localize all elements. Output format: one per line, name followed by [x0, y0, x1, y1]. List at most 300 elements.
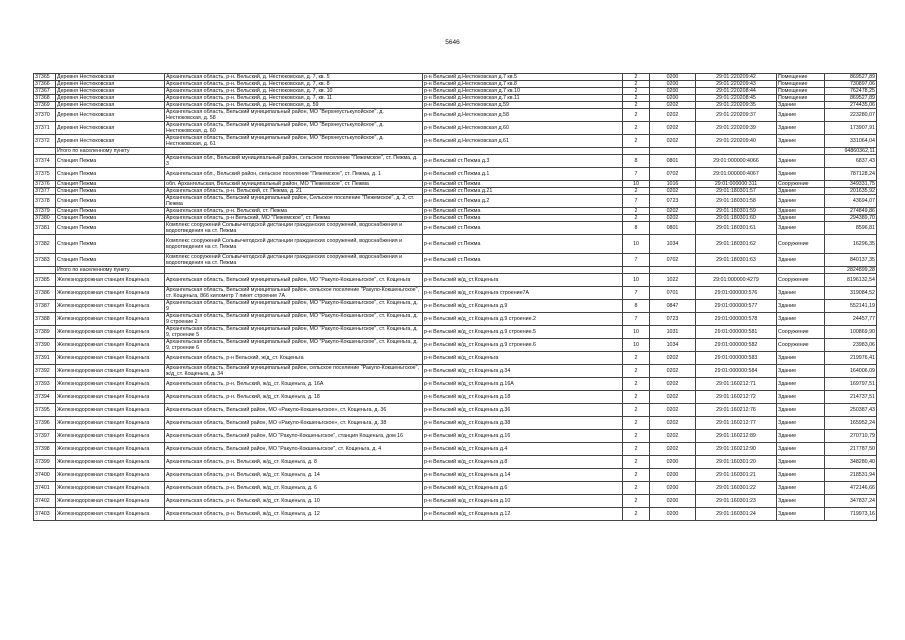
table-row: [34, 215, 877, 222]
cadastral-value-cell: 274435,06: [825, 102, 877, 109]
row-number-cell: 37369: [34, 102, 56, 109]
table-row: [34, 109, 877, 122]
row-number-cell: 37386: [34, 287, 56, 300]
short-address-cell: р-н Вельский ст.Пежма: [423, 215, 623, 222]
short-address-cell: р-н Вельский ж/д_ст.Кощеньга д.9 строение.5: [423, 326, 623, 339]
row-number-cell: 37368: [34, 95, 56, 102]
settlement-cell: Железнодорожная станция Кощеньга: [56, 287, 165, 300]
object-type-cell: Здание: [777, 195, 825, 208]
row-number-cell: 37398: [34, 443, 56, 456]
object-type-cell: Здание: [777, 102, 825, 109]
object-type-cell: Помещение: [777, 74, 825, 81]
short-address-cell: р-н Вельский ж/д_ст.Кощеньга д.8: [423, 456, 623, 469]
table-row: [34, 188, 877, 195]
short-address-cell: р-н Вельский ж/д_ст.Кощеньга д.9: [423, 300, 623, 313]
table-row: [34, 81, 877, 88]
address-cell: Архангельская область, р-н. Вельский, ж/д_ст. Кощеньга, д. 18: [165, 391, 423, 404]
empty-cell: [623, 267, 650, 274]
code-cell: 0200: [650, 74, 696, 81]
settlement-cell: Железнодорожная станция Кощеньга: [56, 352, 165, 365]
settlement-cell: Деревня Нестюковская: [56, 109, 165, 122]
settlement-cell: Станция Пежма: [56, 168, 165, 181]
row-number-cell: 37365: [34, 74, 56, 81]
cadastral-value-cell: 294389,70: [825, 215, 877, 222]
address-cell: Архангельская область, Вельский муниципальный район, МО "Верхнеустькулойское", д. Нестюковская, д. 58: [165, 109, 423, 122]
category-cell: 2: [623, 365, 650, 378]
code-cell: 0801: [650, 222, 696, 235]
object-type-cell: Сооружение: [777, 274, 825, 287]
cadastral-number-cell: 29:01:220208:44: [696, 88, 777, 95]
category-cell: 2: [623, 508, 650, 521]
row-number-cell: 37381: [34, 222, 56, 235]
row-number-cell: 37378: [34, 195, 56, 208]
table-row: [34, 326, 877, 339]
short-address-cell: р-н Вельский д.Нестюковская д.60: [423, 122, 623, 135]
short-address-cell: р-н Вельский ж/д_ст.Кощеньга д.16А: [423, 378, 623, 391]
cadastral-value-cell: 201635,92: [825, 188, 877, 195]
cadastral-number-cell: 29:01:000000:311: [696, 181, 777, 188]
category-cell: 2: [623, 102, 650, 109]
cadastral-value-cell: 218531,94: [825, 469, 877, 482]
cadastral-value-cell: 169797,51: [825, 378, 877, 391]
object-type-cell: Здание: [777, 417, 825, 430]
category-cell: 2: [623, 109, 650, 122]
row-number-cell: 37375: [34, 168, 56, 181]
settlement-cell: Станция Пежма: [56, 222, 165, 235]
code-cell: 0202: [650, 417, 696, 430]
address-cell: Архангельская область, р-н. Вельский, д. Нестюковская, д. 7, кв. 5: [165, 74, 423, 81]
table-row: [34, 102, 877, 109]
short-address-cell: р-н Вельский ж/д_ст.Кощеньга д.9 строение.2: [423, 313, 623, 326]
code-cell: 0202: [650, 135, 696, 148]
object-type-cell: Сооружение: [777, 181, 825, 188]
address-cell: Архангельская область, Вельский район, МО «Ракуло-Кокшеньгское», ст. Кощеньга, д. 38: [165, 417, 423, 430]
cadastral-number-cell: 29:01:000000:4279: [696, 274, 777, 287]
table-row: [34, 287, 877, 300]
short-address-cell: р-н Вельский ж/д_ст.Кощеньга строение7А: [423, 287, 623, 300]
cadastral-number-cell: 29:01:180301:57: [696, 188, 777, 195]
short-address-cell: р-н Вельский ж/д_ст.Кощеньга д.18: [423, 391, 623, 404]
category-cell: 7: [623, 168, 650, 181]
row-number-cell: 37388: [34, 313, 56, 326]
settlement-cell: Станция Пежма: [56, 195, 165, 208]
cadastral-value-cell: 43694,07: [825, 195, 877, 208]
short-address-cell: р-н Вельский д.Нестюковская д.7 кв.11: [423, 95, 623, 102]
table-row: [34, 222, 877, 235]
table-row: [34, 88, 877, 95]
settlement-cell: Деревня Нестюковская: [56, 95, 165, 102]
object-type-cell: Здание: [777, 495, 825, 508]
row-number-cell: 37402: [34, 495, 56, 508]
settlement-cell: Железнодорожная станция Кощеньга: [56, 274, 165, 287]
cadastral-number-cell: 29:01:000000:576: [696, 287, 777, 300]
settlement-cell: Железнодорожная станция Кощеньга: [56, 456, 165, 469]
table-row: [34, 235, 877, 254]
cadastral-number-cell: 29:01:000000:581: [696, 326, 777, 339]
object-type-cell: Помещение: [777, 88, 825, 95]
row-number-cell: 37393: [34, 378, 56, 391]
address-cell: Архангельская область, Вельский район, МО "Ракуло-Кокшеньгское", станция Кощеньга, дом 16: [165, 430, 423, 443]
address-cell: Архангельская область, р-н. Вельский, ж/д_ст. Кощеньга, д. 14: [165, 469, 423, 482]
cadastral-number-cell: 29:01:220209:43: [696, 81, 777, 88]
cadastral-number-cell: 29:01:160301:23: [696, 495, 777, 508]
settlement-cell: Деревня Нестюковская: [56, 102, 165, 109]
address-cell: Архангельская область, Вельский муниципальный район, МО "Ракуло-Кокшеньгское", ст. Кощеньга, д. 9, строение 5: [165, 326, 423, 339]
empty-cell: [423, 148, 623, 155]
address-cell: обл. Архангельская, Вельский муниципальный район, МО "Пежемское", ст. Пежма: [165, 181, 423, 188]
table-row: [34, 417, 877, 430]
category-cell: 2: [623, 188, 650, 195]
cadastral-value-cell: 347837,24: [825, 495, 877, 508]
short-address-cell: р-н Вельский ст.Пежма д.1: [423, 168, 623, 181]
address-cell: Архангельская область, р-н. Вельский, ж/д_ст. Кощеньга, д. 8: [165, 456, 423, 469]
address-cell: Архангельская область, Вельский район, МО «Ракуло-Кокшеньгское», ст. Кощеньга, д. 36: [165, 404, 423, 417]
short-address-cell: р-н Вельский ж/д_ст.Кощеньга д.10: [423, 495, 623, 508]
table-row: [34, 74, 877, 81]
category-cell: 2: [623, 208, 650, 215]
code-cell: 0202: [650, 352, 696, 365]
category-cell: 8: [623, 155, 650, 168]
cadastral-value-cell: 869527,89: [825, 74, 877, 81]
address-cell: Архангельская область, р-н. Вельский, д. Нестюковская, д. 7, кв. 10: [165, 88, 423, 95]
row-number-cell: 37383: [34, 254, 56, 267]
short-address-cell: р-н Вельский ст.Пежма д.3: [423, 155, 623, 168]
category-cell: 10: [623, 326, 650, 339]
settlement-cell: Железнодорожная станция Кощеньга: [56, 443, 165, 456]
address-cell: Архангельская обл., Вельский муниципальный район, сельское поселение "Пежемское", ст. Пежма, д. 3: [165, 155, 423, 168]
code-cell: 0723: [650, 195, 696, 208]
short-address-cell: р-н Вельский ж/д_ст.Кощеньга д.34: [423, 365, 623, 378]
object-type-cell: Здание: [777, 313, 825, 326]
cadastral-value-cell: 730897,06: [825, 81, 877, 88]
short-address-cell: р-н Вельский ж/д_ст.Кощеньга: [423, 274, 623, 287]
settlement-cell: Станция Пежма: [56, 208, 165, 215]
table-row: [34, 378, 877, 391]
category-cell: 2: [623, 495, 650, 508]
empty-cell: [777, 267, 825, 274]
table-row: [34, 168, 877, 181]
cadastral-number-cell: 29:01:220209:42: [696, 74, 777, 81]
cadastral-value-cell: 24457,77: [825, 313, 877, 326]
subtotal-value: 94860362,11: [825, 148, 877, 155]
row-number-cell: 37389: [34, 326, 56, 339]
code-cell: 0801: [650, 155, 696, 168]
code-cell: 0202: [650, 215, 696, 222]
code-cell: 0200: [650, 469, 696, 482]
table-row: [34, 391, 877, 404]
short-address-cell: р-н Вельский д.Нестюковская д.58: [423, 109, 623, 122]
short-address-cell: р-н Вельский ж/д_ст.Кощеньга д.14: [423, 469, 623, 482]
row-number-cell: 37390: [34, 339, 56, 352]
row-number-cell: 37392: [34, 365, 56, 378]
address-cell: Комплекс сооружений Сольвычегодской дистанции гражданских сооружений, водоснабжения и водоотведения на ст. Пежма: [165, 235, 423, 254]
settlement-cell: Железнодорожная станция Кощеньга: [56, 469, 165, 482]
short-address-cell: р-н Вельский д.Нестюковская д.7 кв.5: [423, 74, 623, 81]
object-type-cell: Сооружение: [777, 339, 825, 352]
settlement-cell: Железнодорожная станция Кощеньга: [56, 326, 165, 339]
row-number-cell: 37400: [34, 469, 56, 482]
object-type-cell: Здание: [777, 222, 825, 235]
category-cell: 2: [623, 122, 650, 135]
object-type-cell: Здание: [777, 122, 825, 135]
cadastral-number-cell: 29:01:180301:61: [696, 222, 777, 235]
category-cell: 2: [623, 135, 650, 148]
cadastral-value-cell: 219976,41: [825, 352, 877, 365]
cadastral-number-cell: 29:01:160301:22: [696, 482, 777, 495]
cadastral-value-cell: 331064,04: [825, 135, 877, 148]
cadastral-value-cell: 6837,43: [825, 155, 877, 168]
settlement-cell: Деревня Нестюковская: [56, 122, 165, 135]
cadastral-value-cell: 8596,81: [825, 222, 877, 235]
address-cell: Комплекс сооружений Сольвычегодской дистанции гражданских сооружений, водоснабжения и водоотведения на ст. Пежма: [165, 222, 423, 235]
cadastral-number-cell: 29:01:180301:58: [696, 195, 777, 208]
settlement-cell: Деревня Нестюковская: [56, 74, 165, 81]
category-cell: 2: [623, 469, 650, 482]
code-cell: 0701: [650, 287, 696, 300]
short-address-cell: р-н Вельский ст.Пежма: [423, 181, 623, 188]
short-address-cell: р-н Вельский ж/д_ст.Кощеньга д.6: [423, 482, 623, 495]
row-number-cell: 37372: [34, 135, 56, 148]
row-number-cell: [34, 148, 56, 155]
code-cell: 0200: [650, 495, 696, 508]
code-cell: 0202: [650, 109, 696, 122]
cadastral-value-cell: 840137,35: [825, 254, 877, 267]
category-cell: 2: [623, 378, 650, 391]
settlement-cell: Железнодорожная станция Кощеньга: [56, 417, 165, 430]
settlement-cell: Станция Пежма: [56, 254, 165, 267]
cadastral-value-cell: 552141,19: [825, 300, 877, 313]
table-row: [34, 313, 877, 326]
address-cell: Архангельская область, р-н. Вельский, д. Нестюковская, д. 7, кв. 8: [165, 81, 423, 88]
object-type-cell: Здание: [777, 300, 825, 313]
address-cell: Архангельская область, р-н. Вельский, ст. Пежма, д. 21: [165, 188, 423, 195]
category-cell: 2: [623, 391, 650, 404]
row-number-cell: 37376: [34, 181, 56, 188]
table-row: [34, 135, 877, 148]
object-type-cell: Здание: [777, 287, 825, 300]
settlement-cell: Деревня Нестюковская: [56, 88, 165, 95]
table-row: [34, 495, 877, 508]
object-type-cell: Помещение: [777, 95, 825, 102]
empty-cell: [650, 267, 696, 274]
category-cell: 10: [623, 274, 650, 287]
cadastral-value-cell: 348280,40: [825, 456, 877, 469]
row-number-cell: 37382: [34, 235, 56, 254]
code-cell: 0202: [650, 365, 696, 378]
cadastral-value-cell: 472146,66: [825, 482, 877, 495]
category-cell: 2: [623, 404, 650, 417]
table-row: [34, 254, 877, 267]
cadastral-number-cell: 29:01:220209:37: [696, 109, 777, 122]
category-cell: 2: [623, 456, 650, 469]
row-number-cell: 37399: [34, 456, 56, 469]
row-number-cell: 37394: [34, 391, 56, 404]
short-address-cell: р-н Вельский ж/д_ст.Кощеньга д.38: [423, 417, 623, 430]
cadastral-value-cell: 762478,25: [825, 88, 877, 95]
cadastral-number-cell: 29:01:000000:584: [696, 365, 777, 378]
category-cell: 2: [623, 95, 650, 102]
address-cell: Архангельская область, р-н. Вельский, д. Нестюковская, д. 7, кв. 11: [165, 95, 423, 102]
code-cell: 0202: [650, 122, 696, 135]
cadastral-value-cell: 349331,75: [825, 181, 877, 188]
subtotal-row: [34, 148, 877, 155]
page-number: 5646: [445, 39, 460, 46]
subtotal-label: Итого по населенному пункту: [56, 267, 165, 274]
address-cell: Архангельская область, Вельский муниципальный район, сельское поселение "Ракуло-Кокшеньгское", ст. Кощеньга, 866 километр 7 пикет строение 7А: [165, 287, 423, 300]
object-type-cell: Здание: [777, 482, 825, 495]
empty-cell: [650, 148, 696, 155]
address-cell: Архангельская область, Вельский район, МО "Ракуло-Кокшеньгское", ст. Кощеньга, д. 4: [165, 443, 423, 456]
row-number-cell: 37366: [34, 81, 56, 88]
row-number-cell: 37403: [34, 508, 56, 521]
cadastral-value-cell: 270710,79: [825, 430, 877, 443]
category-cell: 8: [623, 222, 650, 235]
address-cell: Архангельская область, р-н. Вельский, ж/д_ст. Кощеньга, д. 6: [165, 482, 423, 495]
cadastral-value-cell: 274849,86: [825, 208, 877, 215]
code-cell: 1034: [650, 339, 696, 352]
row-number-cell: 37367: [34, 88, 56, 95]
settlement-cell: Деревня Нестюковская: [56, 135, 165, 148]
address-cell: Архангельская область, р-н. Вельский, д. Нестюковская, д. 59: [165, 102, 423, 109]
cadastral-number-cell: 29:01:180301:60: [696, 215, 777, 222]
cadastral-number-cell: 29:01:000000:582: [696, 339, 777, 352]
table-row: [34, 352, 877, 365]
empty-cell: [423, 267, 623, 274]
code-cell: 0702: [650, 168, 696, 181]
subtotal-row: [34, 267, 877, 274]
settlement-cell: Станция Пежма: [56, 188, 165, 195]
settlement-cell: Железнодорожная станция Кощеньга: [56, 391, 165, 404]
cadastral-value-cell: 100869,90: [825, 326, 877, 339]
category-cell: 2: [623, 443, 650, 456]
address-cell: Архангельская область, Вельский муниципальный район, МО "Ракуло-Кокшеньгское", ст. Кощеньга, д. 9, строение 6: [165, 339, 423, 352]
category-cell: 2: [623, 215, 650, 222]
object-type-cell: Здание: [777, 508, 825, 521]
object-type-cell: Здание: [777, 404, 825, 417]
address-cell: Архангельская область, Вельский муниципальный район, МО "Верхнеустькулойское", д. Нестюковская, д. 61: [165, 135, 423, 148]
cadastral-number-cell: 29:01:160212:71: [696, 378, 777, 391]
code-cell: 0202: [650, 208, 696, 215]
cadastral-number-cell: 29:01:000000:583: [696, 352, 777, 365]
short-address-cell: р-н Вельский ж/д_ст.Кощеньга д.12: [423, 508, 623, 521]
object-type-cell: Сооружение: [777, 235, 825, 254]
category-cell: 7: [623, 287, 650, 300]
address-cell: Архангельская область, Вельский муниципальный район, Сельское поселение "Пежемское", д. 2, ст. Пежма: [165, 195, 423, 208]
code-cell: 0723: [650, 313, 696, 326]
row-number-cell: 37380: [34, 215, 56, 222]
cadastral-number-cell: 29:01:000000:578: [696, 313, 777, 326]
row-number-cell: 37377: [34, 188, 56, 195]
address-cell: Архангельская область, р-н. Вельский, ж/д_ст. Кощеньга, д. 10: [165, 495, 423, 508]
address-cell: Архангельская область, р-н Вельский, МО "Пежемское", ст. Пежма: [165, 215, 423, 222]
settlement-cell: Железнодорожная станция Кощеньга: [56, 378, 165, 391]
cadastral-value-cell: 217787,50: [825, 443, 877, 456]
short-address-cell: р-н Вельский ж/д_ст.Кощеньга д.16: [423, 430, 623, 443]
category-cell: 2: [623, 88, 650, 95]
settlement-cell: Железнодорожная станция Кощеньга: [56, 404, 165, 417]
cadastral-number-cell: 29:01:000000:4066: [696, 155, 777, 168]
object-type-cell: Здание: [777, 456, 825, 469]
address-cell: Архангельская область, Вельский муниципальный район, МО "Ракуло-Кокшеньгское", ст. Кощеньга, д. 9 строение 2: [165, 313, 423, 326]
address-cell: Архангельская область, Вельский муниципальный район, сельское поселение "Ракуло-Кокшеньгское", ж/д_ст. Кощеньга, д. 34: [165, 365, 423, 378]
short-address-cell: р-н Вельский ж/д_ст.Кощеньга д.36: [423, 404, 623, 417]
category-cell: 2: [623, 352, 650, 365]
short-address-cell: р-н Вельский ст.Пежма: [423, 208, 623, 215]
object-type-cell: Здание: [777, 391, 825, 404]
table-row: [34, 95, 877, 102]
object-type-cell: Здание: [777, 109, 825, 122]
object-type-cell: Здание: [777, 188, 825, 195]
table-row: [34, 122, 877, 135]
code-cell: 0200: [650, 81, 696, 88]
subtotal-label: Итого по населенному пункту: [56, 148, 165, 155]
category-cell: 10: [623, 339, 650, 352]
object-type-cell: Здание: [777, 352, 825, 365]
code-cell: 0702: [650, 254, 696, 267]
table-row: [34, 181, 877, 188]
row-number-cell: 37379: [34, 208, 56, 215]
table-row: [34, 404, 877, 417]
cadastral-number-cell: 29:01:160301:20: [696, 456, 777, 469]
cadastral-value-cell: 787128,24: [825, 168, 877, 181]
code-cell: 1031: [650, 326, 696, 339]
category-cell: 7: [623, 313, 650, 326]
settlement-cell: Железнодорожная станция Кощеньга: [56, 495, 165, 508]
cadastral-number-cell: 29:01:180301:62: [696, 235, 777, 254]
code-cell: 0200: [650, 456, 696, 469]
cadastral-value-cell: 173907,91: [825, 122, 877, 135]
code-cell: 0847: [650, 300, 696, 313]
cadastral-number-cell: 29:01:160301:24: [696, 508, 777, 521]
cadastral-number-cell: 29:01:220209:35: [696, 102, 777, 109]
object-type-cell: Здание: [777, 135, 825, 148]
empty-cell: [777, 148, 825, 155]
cadastral-value-cell: 8196132,54: [825, 274, 877, 287]
category-cell: 8: [623, 300, 650, 313]
cadastral-value-cell: 164006,09: [825, 365, 877, 378]
cadastral-number-cell: 29:01:220208:45: [696, 95, 777, 102]
table-row: [34, 274, 877, 287]
category-cell: 2: [623, 74, 650, 81]
table-row: [34, 365, 877, 378]
code-cell: 0202: [650, 391, 696, 404]
code-cell: 1016: [650, 181, 696, 188]
cadastral-number-cell: 29:01:160212:90: [696, 443, 777, 456]
object-type-cell: Здание: [777, 443, 825, 456]
empty-cell: [165, 267, 423, 274]
code-cell: 0202: [650, 102, 696, 109]
row-number-cell: 37401: [34, 482, 56, 495]
address-cell: Комплекс сооружений Сольвычегодской дистанции гражданских сооружений, водоснабжения и водоотведения на ст. Пежма: [165, 254, 423, 267]
row-number-cell: 37387: [34, 300, 56, 313]
cadastral-number-cell: 29:01:220209:40: [696, 135, 777, 148]
short-address-cell: р-н Вельский ст.Пежма: [423, 235, 623, 254]
short-address-cell: р-н Вельский ж/д_ст.Кощеньга: [423, 352, 623, 365]
settlement-cell: Станция Пежма: [56, 235, 165, 254]
object-type-cell: Здание: [777, 168, 825, 181]
object-type-cell: Здание: [777, 155, 825, 168]
object-type-cell: Здание: [777, 430, 825, 443]
category-cell: 2: [623, 430, 650, 443]
table-row: [34, 456, 877, 469]
code-cell: 0202: [650, 443, 696, 456]
category-cell: 10: [623, 235, 650, 254]
short-address-cell: р-н Вельский д.Нестюковская д.7 кв.10: [423, 88, 623, 95]
address-cell: Архангельская область, Вельский муниципальный район, МО "Ракуло-Кокшеньгское", ст. Кощеньга: [165, 274, 423, 287]
cadastral-value-cell: 165952,24: [825, 417, 877, 430]
object-type-cell: Здание: [777, 378, 825, 391]
table-row: [34, 208, 877, 215]
